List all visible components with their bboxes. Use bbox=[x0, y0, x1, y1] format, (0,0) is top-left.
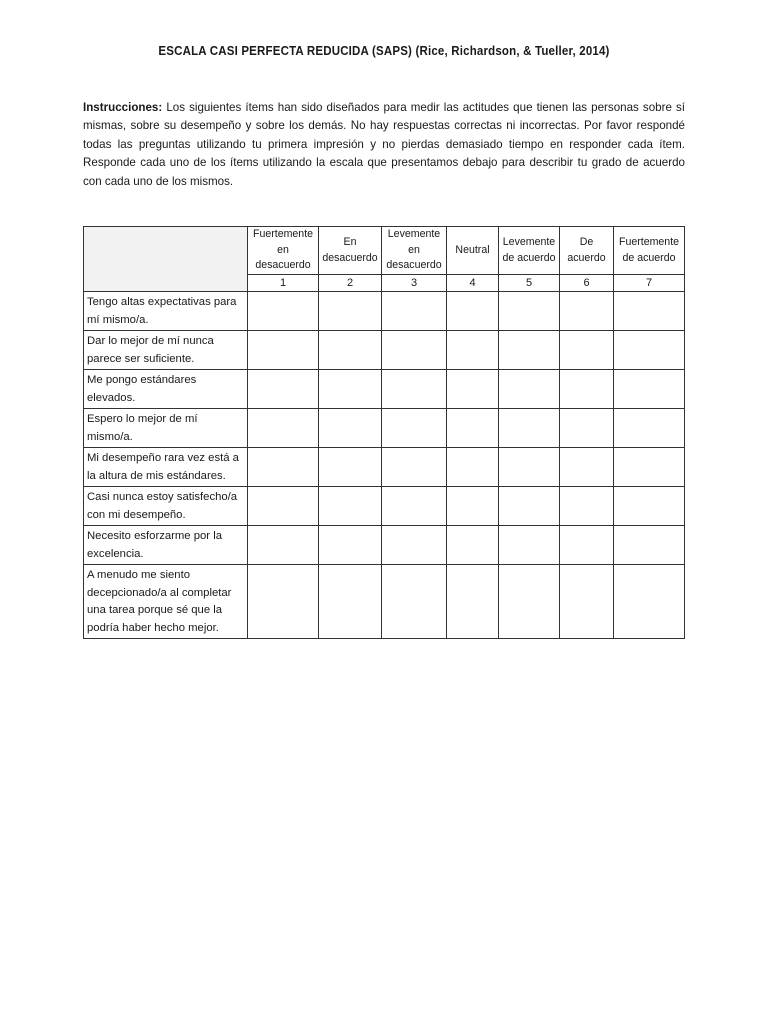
table-row bbox=[84, 331, 685, 370]
response-cell-3[interactable] bbox=[382, 526, 447, 565]
header-option-2: En desacuerdo bbox=[319, 227, 382, 275]
table-row bbox=[84, 448, 685, 487]
table-row bbox=[84, 565, 685, 639]
response-cell-5[interactable] bbox=[499, 331, 560, 370]
response-cell-4[interactable] bbox=[447, 409, 499, 448]
response-cell-7[interactable] bbox=[614, 331, 685, 370]
response-cell-5[interactable] bbox=[499, 487, 560, 526]
item-statement: Espero lo mejor de mí mismo/a. bbox=[84, 409, 248, 448]
response-cell-6[interactable] bbox=[560, 448, 614, 487]
response-cell-4[interactable] bbox=[447, 526, 499, 565]
table-row bbox=[84, 526, 685, 565]
response-cell-2[interactable] bbox=[319, 292, 382, 331]
response-cell-2[interactable] bbox=[319, 409, 382, 448]
response-cell-5[interactable] bbox=[499, 292, 560, 331]
response-cell-1[interactable] bbox=[248, 409, 319, 448]
item-statement: Mi desempeño rara vez está a la altura de mis estándares. bbox=[84, 448, 248, 487]
response-cell-7[interactable] bbox=[614, 487, 685, 526]
scale-number-6: 6 bbox=[560, 275, 614, 292]
header-row bbox=[84, 227, 685, 275]
header-corner-cell bbox=[84, 227, 248, 292]
response-cell-3[interactable] bbox=[382, 448, 447, 487]
response-cell-4[interactable] bbox=[447, 370, 499, 409]
scale-number-2: 2 bbox=[319, 275, 382, 292]
response-cell-7[interactable] bbox=[614, 526, 685, 565]
response-cell-6[interactable] bbox=[560, 409, 614, 448]
table-row bbox=[84, 370, 685, 409]
response-cell-3[interactable] bbox=[382, 487, 447, 526]
response-cell-1[interactable] bbox=[248, 292, 319, 331]
response-cell-7[interactable] bbox=[614, 292, 685, 331]
item-statement: Tengo altas expectativas para mí mismo/a. bbox=[84, 292, 248, 331]
header-option-6: De acuerdo bbox=[560, 227, 614, 275]
response-cell-2[interactable] bbox=[319, 448, 382, 487]
response-cell-4[interactable] bbox=[447, 331, 499, 370]
response-cell-5[interactable] bbox=[499, 448, 560, 487]
response-cell-7[interactable] bbox=[614, 448, 685, 487]
response-cell-6[interactable] bbox=[560, 370, 614, 409]
response-cell-7[interactable] bbox=[614, 565, 685, 639]
response-cell-6[interactable] bbox=[560, 331, 614, 370]
table-row bbox=[84, 409, 685, 448]
response-cell-4[interactable] bbox=[447, 487, 499, 526]
response-cell-3[interactable] bbox=[382, 370, 447, 409]
item-statement: Casi nunca estoy satisfecho/a con mi desempeño. bbox=[84, 487, 248, 526]
response-cell-2[interactable] bbox=[319, 331, 382, 370]
rating-scale-table bbox=[83, 226, 685, 639]
table-row bbox=[84, 292, 685, 331]
scale-number-3: 3 bbox=[382, 275, 447, 292]
response-cell-5[interactable] bbox=[499, 409, 560, 448]
response-cell-5[interactable] bbox=[499, 370, 560, 409]
scale-number-1: 1 bbox=[248, 275, 319, 292]
response-cell-2[interactable] bbox=[319, 487, 382, 526]
response-cell-2[interactable] bbox=[319, 370, 382, 409]
response-cell-3[interactable] bbox=[382, 292, 447, 331]
response-cell-2[interactable] bbox=[319, 526, 382, 565]
response-cell-4[interactable] bbox=[447, 448, 499, 487]
response-cell-4[interactable] bbox=[447, 565, 499, 639]
header-option-7: Fuertemente de acuerdo bbox=[614, 227, 685, 275]
scale-number-5: 5 bbox=[499, 275, 560, 292]
scale-number-4: 4 bbox=[447, 275, 499, 292]
response-cell-6[interactable] bbox=[560, 526, 614, 565]
response-cell-3[interactable] bbox=[382, 409, 447, 448]
response-cell-1[interactable] bbox=[248, 370, 319, 409]
response-cell-6[interactable] bbox=[560, 487, 614, 526]
table-row bbox=[84, 487, 685, 526]
item-statement: Dar lo mejor de mí nunca parece ser suficiente. bbox=[84, 331, 248, 370]
document-title: ESCALA CASI PERFECTA REDUCIDA (SAPS) (Rice, Richardson, & Tueller, 2014) bbox=[158, 44, 610, 58]
item-statement: Necesito esforzarme por la excelencia. bbox=[84, 526, 248, 565]
response-cell-1[interactable] bbox=[248, 526, 319, 565]
instructions-lead: Instrucciones: bbox=[83, 101, 163, 114]
response-cell-3[interactable] bbox=[382, 331, 447, 370]
item-statement: A menudo me siento decepcionado/a al completar una tarea porque sé que la podría haber hecho mejor. bbox=[84, 565, 248, 639]
response-cell-1[interactable] bbox=[248, 448, 319, 487]
header-option-1: Fuertemente en desacuerdo bbox=[248, 227, 319, 275]
response-cell-4[interactable] bbox=[447, 292, 499, 331]
response-cell-6[interactable] bbox=[560, 565, 614, 639]
scale-number-7: 7 bbox=[614, 275, 685, 292]
instructions-text: Los siguientes ítems han sido diseñados para medir las actitudes que tienen las personas sobre sí mismas, sobre su desempeño y sobre los demás. No hay respuestas correctas ni incorrectas. Por favor respondé todas las preguntas utilizando tu primera impresión y no pierdas demasiado tiempo en responder cada ítem. Responde cada uno de los ítems utilizando la escala que presentamos debajo para describir tu grado de acuerdo con cada uno de los mismos. bbox=[83, 101, 685, 188]
response-cell-2[interactable] bbox=[319, 565, 382, 639]
response-cell-7[interactable] bbox=[614, 370, 685, 409]
response-cell-7[interactable] bbox=[614, 409, 685, 448]
response-cell-1[interactable] bbox=[248, 565, 319, 639]
response-cell-5[interactable] bbox=[499, 565, 560, 639]
response-cell-1[interactable] bbox=[248, 487, 319, 526]
response-cell-6[interactable] bbox=[560, 292, 614, 331]
response-cell-3[interactable] bbox=[382, 565, 447, 639]
header-option-3: Levemente en desacuerdo bbox=[382, 227, 447, 275]
item-statement: Me pongo estándares elevados. bbox=[84, 370, 248, 409]
header-option-4: Neutral bbox=[447, 227, 499, 275]
response-cell-5[interactable] bbox=[499, 526, 560, 565]
instructions-paragraph bbox=[83, 99, 685, 191]
header-option-5: Levemente de acuerdo bbox=[499, 227, 560, 275]
response-cell-1[interactable] bbox=[248, 331, 319, 370]
